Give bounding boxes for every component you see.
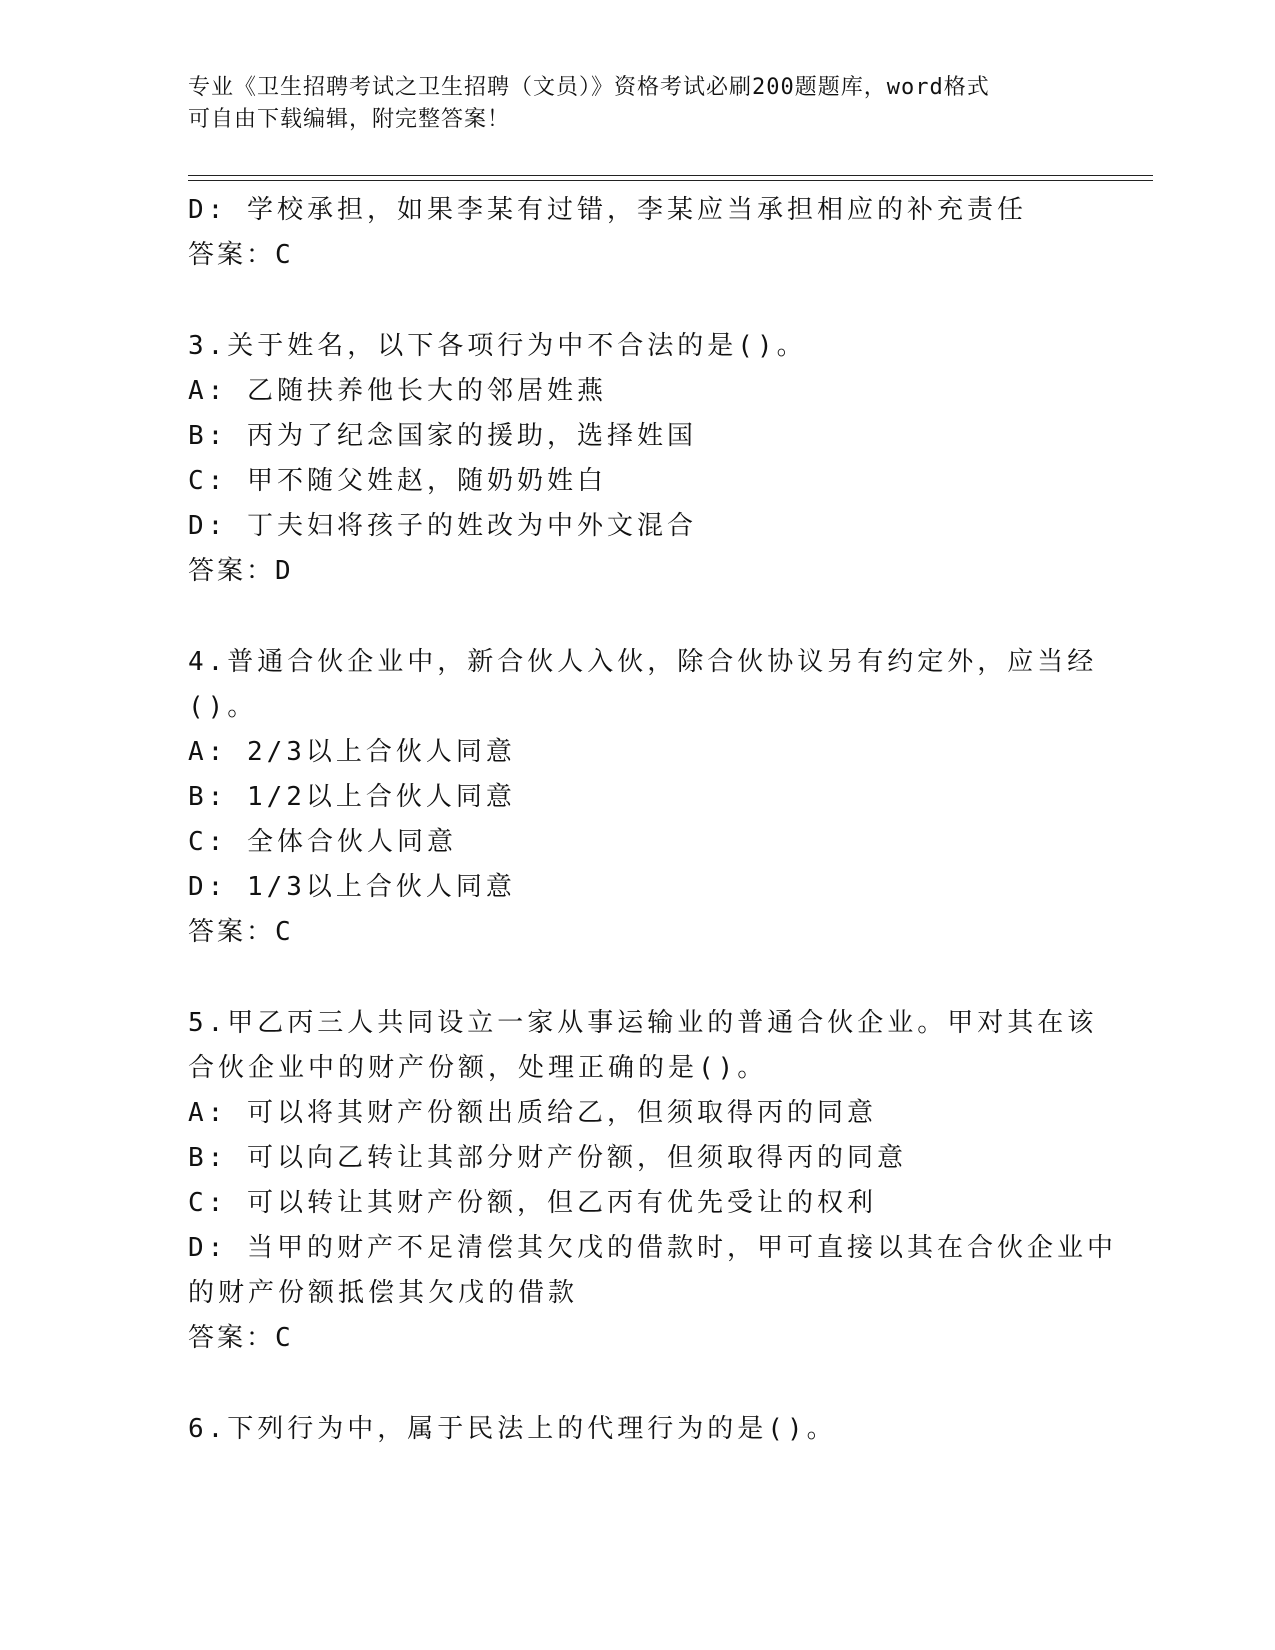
q6-question: 6.下列行为中，属于民法上的代理行为的是()。 (188, 1414, 837, 1444)
question-5 (188, 1001, 1117, 1361)
q3-answer: 答案：D (188, 556, 294, 586)
question-4 (188, 640, 1098, 955)
q5-option-d-line-2: 的财产份额抵偿其欠戊的借款 (188, 1278, 579, 1308)
question-3 (188, 324, 1088, 594)
q5-answer: 答案：C (188, 1323, 294, 1353)
q4-option-b: B: 1/2以上合伙人同意 (188, 782, 516, 812)
question-list (188, 188, 1117, 1452)
spacer (188, 1361, 1088, 1407)
header-title-line-2: 可自由下载编辑，附完整答案！ (188, 107, 511, 132)
q4-option-a: A: 2/3以上合伙人同意 (188, 737, 516, 767)
q5-question-line-2: 合伙企业中的财产份额，处理正确的是()。 (188, 1053, 768, 1083)
q5-option-a: A: 可以将其财产份额出质给乙，但须取得丙的同意 (188, 1098, 877, 1128)
q5-question-line-1: 5.甲乙丙三人共同设立一家从事运输业的普通合伙企业。甲对其在该 (188, 1008, 1098, 1038)
spacer (188, 278, 1088, 324)
q2-answer: 答案：C (188, 240, 294, 270)
q5-option-b: B: 可以向乙转让其部分财产份额，但须取得丙的同意 (188, 1143, 907, 1173)
header-title-line-1: 专业《卫生招聘考试之卫生招聘（文员）》资格考试必刷200题题库，word格式 (188, 75, 990, 100)
q4-answer: 答案：C (188, 917, 294, 947)
q3-option-b: B: 丙为了纪念国家的援助，选择姓国 (188, 421, 697, 451)
q5-option-d-line-1: D: 当甲的财产不足清偿其欠戊的借款时，甲可直接以其在合伙企业中 (188, 1233, 1117, 1263)
spacer (188, 955, 1088, 1001)
q3-question: 3.关于姓名，以下各项行为中不合法的是()。 (188, 331, 807, 361)
q4-question-line-1: 4.普通合伙企业中，新合伙人入伙，除合伙协议另有约定外，应当经 (188, 647, 1098, 677)
q2-option-d: D: 学校承担，如果李某有过错，李某应当承担相应的补充责任 (188, 195, 1027, 225)
q4-option-c: C: 全体合伙人同意 (188, 827, 457, 857)
spacer (188, 594, 1088, 640)
q4-option-d: D: 1/3以上合伙人同意 (188, 872, 516, 902)
q3-option-a: A: 乙随扶养他长大的邻居姓燕 (188, 376, 607, 406)
q4-question-line-2: ()。 (188, 692, 258, 722)
header-divider-bottom (188, 180, 1153, 181)
document-header (188, 72, 1068, 136)
q3-option-c: C: 甲不随父姓赵，随奶奶姓白 (188, 466, 607, 496)
q5-option-c: C: 可以转让其财产份额，但乙丙有优先受让的权利 (188, 1188, 877, 1218)
q3-option-d: D: 丁夫妇将孩子的姓改为中外文混合 (188, 511, 697, 541)
question-6 (188, 1407, 1088, 1452)
header-divider-top (188, 175, 1153, 176)
